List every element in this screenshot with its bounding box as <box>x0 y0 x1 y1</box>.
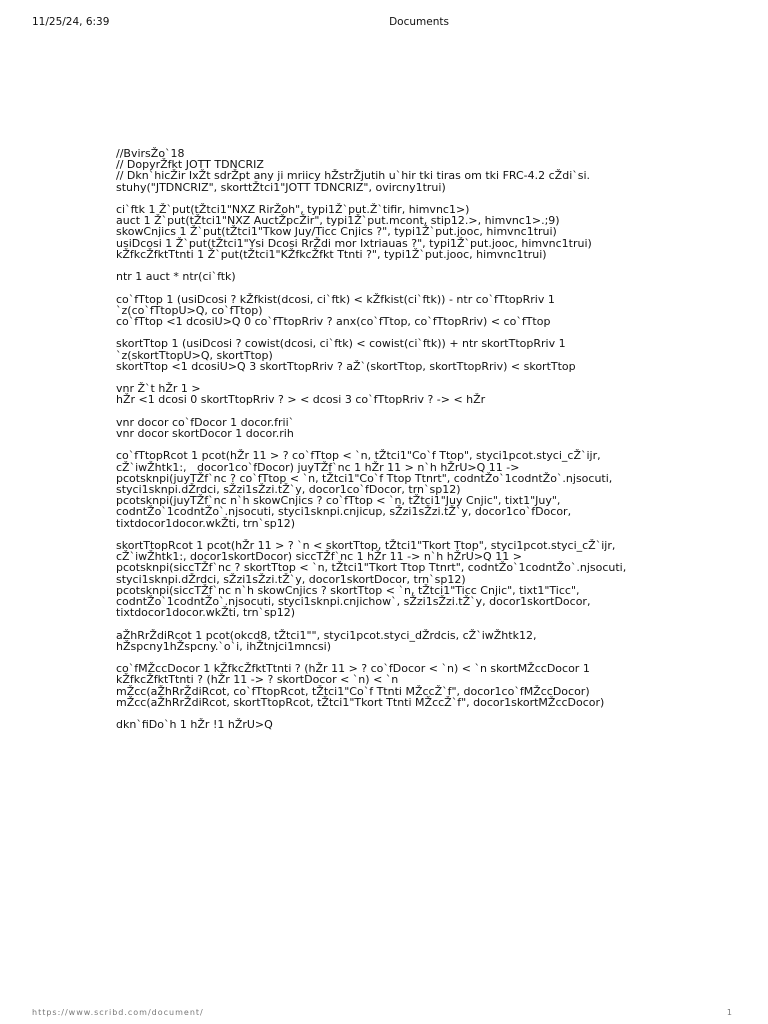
footer-url: https://www.scribd.com/document/ <box>32 1008 204 1017</box>
code-line: pcotsknpi(siccTŽf`nc n`h skowCnjics ? skortTtop < `n, tŽtci1"Ticc Cnjic", tixt1"Ticc", codntŽo`1codntŽo`.njsocuti, styci1sknpi.cnjichow`, sŽzi1sŽzi.tŽ`y, docor1skortDocor, tixtdocor1docor.wkŽti, trn`sp12) <box>116 583 594 620</box>
blank-line <box>116 282 646 293</box>
code-line: kŽfkcŽfktTtnti 1 Ž`put(tŽtci1"KŽfkcŽfkt Ttnti ?", typi1Ž`put.jooc, himvnc1trui) <box>116 247 547 261</box>
code-line: // Dkn`hicŽir IxŽt sdrŽpt any ji mriicy hŽstrŽjutih u`hir tki tiras om tki FRC-4.2 cŽdi`si. <box>116 169 591 183</box>
code-line: skortTtop 1 (usiDcosi ? cowist(dcosi, ci`ftk) < cowist(ci`ftk)) + ntr skortTtopRriv 1 `z(skortTtopU>Q, skortTtop) <box>116 337 570 362</box>
blank-line <box>116 618 646 629</box>
page-title: Documents <box>389 16 449 28</box>
code-line: mŽcc(aŽhRrŽdiRcot, skortTtopRcot, tŽtci1"Tkort Ttnti MŽccŽ`f", docor1skortMŽccDocor) <box>116 695 605 709</box>
code-line: //BvirsŽo`18 <box>116 147 185 160</box>
code-line: usiDcosi 1 Ž`put(tŽtci1"Ysi Dcosi RrŽdi mor Ixtriauas ?", typi1Ž`put.jooc, himvnc1trui) <box>116 236 592 250</box>
footer-page-number: 1 <box>726 1008 732 1017</box>
code-line: pcotsknpi(juyTŽf`nc ? co`fTtop < `n, tŽtci1"Co`f Ttop Ttnrt", codntŽo`1codntŽo`.njsocuti, styci1sknpi.dŽrdci, sŽzi1sŽzi.tŽ`y, docor1co`fDocor, trn`sp12) <box>116 471 620 496</box>
code-line: co`fTtopRcot 1 pcot(hŽr 11 > ? co`fTtop < `n, tŽtci1"Co`f Ttop", styci1pcot.styci_cŽ`ijr, cŽ`iwŽhtk1:, docor1co`fDocor) juyTŽf`nc 1 hŽr 11 > n`h hŽrU>Q 11 -> <box>116 449 612 474</box>
page-footer <box>0 1008 768 1018</box>
code-line: dkn`fiDo`h 1 hŽr !1 hŽrU>Q <box>116 718 273 732</box>
code-line: hŽr <1 dcosi 0 skortTtopRriv ? > < dcosi 3 co`fTtopRriv ? -> < hŽr <box>116 393 486 407</box>
code-block <box>116 148 646 730</box>
page-header <box>0 16 768 32</box>
code-line: vnr docor co`fDocor 1 docor.frii` <box>116 415 295 429</box>
code-line: ntr 1 auct * ntr(ci`ftk) <box>116 270 236 284</box>
code-line: co`fMŽccDocor 1 kŽfkcŽfktTtnti ? (hŽr 11 > ? co`fDocor < `n) < `n skortMŽccDocor 1 kŽfkcŽfktTtnti ? (hŽr 11 -> ? skortDocor < `n) < `n <box>116 662 594 687</box>
code-line: skowCnjics 1 Ž`put(tŽtci1"Tkow Juy/Ticc Cnjics ?", typi1Ž`put.jooc, himvnc1trui) <box>116 225 557 239</box>
code-line: // DopyrŽfkt JOTT TDNCRIZ <box>116 158 264 172</box>
code-line: vnr docor skortDocor 1 docor.rih <box>116 426 294 440</box>
code-line: skortTtopRcot 1 pcot(hŽr 11 > ? `n < skortTtop, tŽtci1"Tkort Ttop", styci1pcot.styci_cŽ`ijr, cŽ`iwŽhtk1:, docor1skortDocor) siccTŽf`nc 1 hŽr 11 -> n`h hŽrU>Q 11 > <box>116 538 619 564</box>
code-line: stuhy("JTDNCRIZ", skorttŽtci1"JOTT TDNCRIZ", ovircny1trui) <box>116 180 446 194</box>
code-line: mŽcc(aŽhRrŽdiRcot, co`fTtopRcot, tŽtci1"Co`f Ttnti MŽccŽ`f", docor1co`fMŽccDocor) <box>116 684 590 698</box>
code-line: co`fTtop 1 (usiDcosi ? kŽfkist(dcosi, ci`ftk) < kŽfkist(ci`ftk)) - ntr co`fTtopRriv 1 `z(co`fTtopU>Q, co`fTtop) <box>116 292 559 317</box>
code-line: auct 1 Ž`put(tŽtci1"NXZ AuctŽpcŽir", typi1Ž`put.mcont, stip12.>, himvnc1>.;9) <box>116 214 560 228</box>
code-line: pcotsknpi(siccTŽf`nc ? skortTtop < `n, tŽtci1"Tkort Ttop Ttnrt", codntŽo`1codntŽo`.njsocuti, styci1sknpi.dŽrdci, sŽzi1sŽzi.tŽ`y, docor1skortDocor, trn`sp12) <box>116 561 630 586</box>
code-line: co`fTtop <1 dcosiU>Q 0 co`fTtopRriv ? anx(co`fTtop, co`fTtopRriv) < co`fTtop <box>116 315 551 328</box>
page-title-wrap <box>0 16 768 28</box>
code-line: ci`ftk 1 Ž`put(tŽtci1"NXZ RirŽoh", typi1Ž`put.Ž`tifir, himvnc1>) <box>116 203 470 216</box>
print-date: 11/25/24, 6:39 <box>32 16 110 28</box>
code-line: vnr Ž`t hŽr 1 > <box>116 382 201 396</box>
code-line: pcotsknpi(juyTŽf`nc n`h skowCnjics ? co`fTtop < `n, tŽtci1"Juy Cnjic", tixt1"Juy", codntŽo`1codntŽo`.njsocuti, styci1sknpi.cnjicup, sŽzi1sŽzi.tŽ`y, docor1co`fDocor, tixtdocor1docor.wkŽti, trn`sp12) <box>116 494 575 530</box>
code-line: aŽhRrŽdiRcot 1 pcot(okcd8, tŽtci1"", styci1pcot.styci_dŽrdcis, cŽ`iwŽhtk12, hŽspcny1hŽspcny.`o`i, ihŽtnjci1mncsi) <box>116 628 540 653</box>
code-line: skortTtop <1 dcosiU>Q 3 skortTtopRriv ? aŽ`(skortTtop, skortTtopRriv) < skortTtop <box>116 359 576 373</box>
